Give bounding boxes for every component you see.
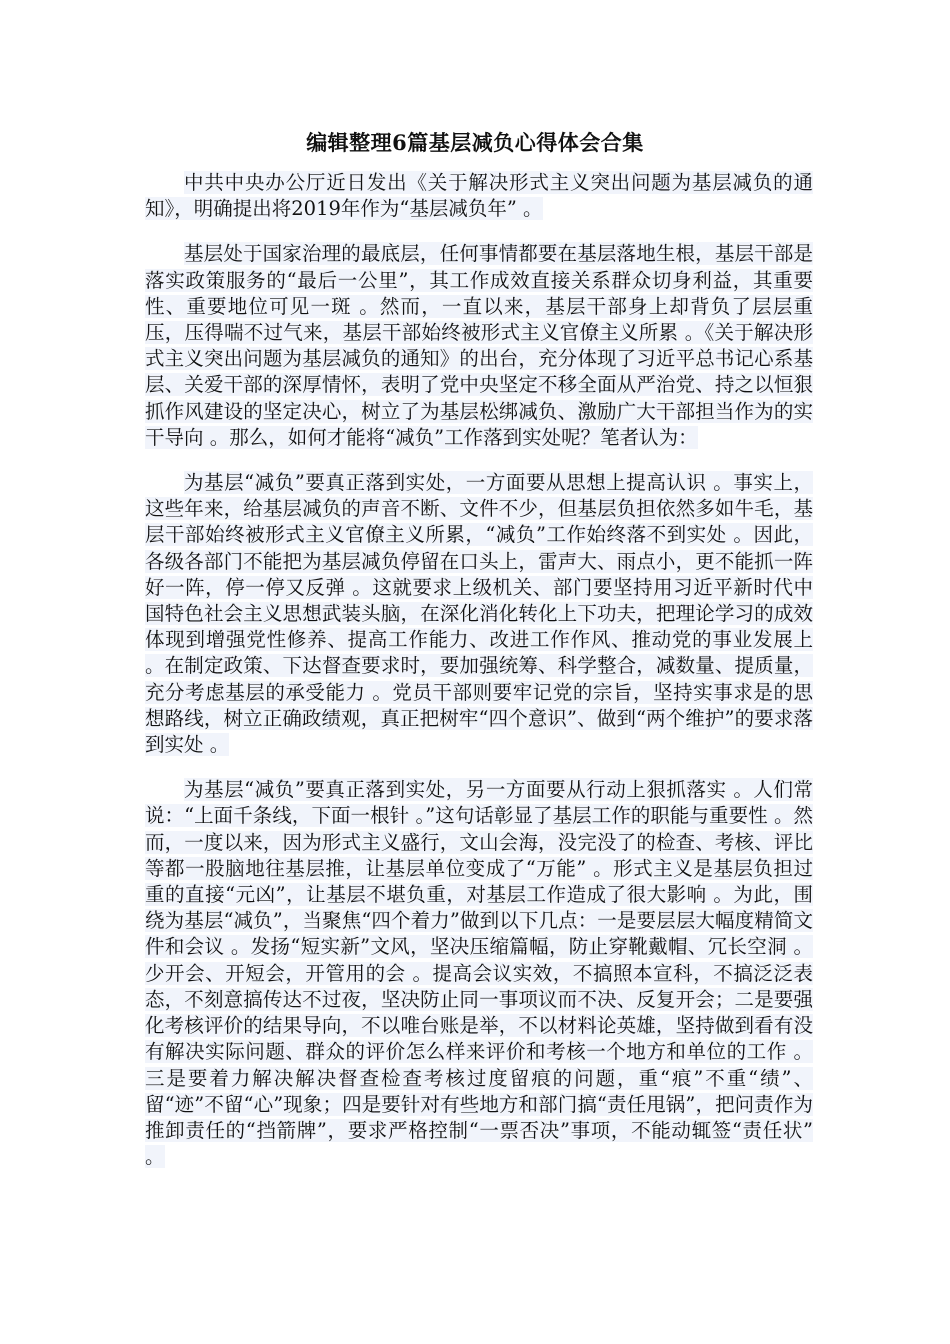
paragraph-action-text: 为基层“减负”要真正落到实处，另一方面要从行动上狠抓落实 。人们常说：“上面千条线，下面一根针 。”这句话彰显了基层工作的职能与重要性 。然而，一度以来，因为形式主义盛行，文山会海，没完没了的检查、考核、评比等都一股脑地往基层推，让基层单位变成了“万能” 。形式主义是基层负担过重的直接“元凶”，让基层不堪负重，对基层工作造成了很大影响 。为此，围绕为基层“减负”，当聚焦“四个着力”做到以下几点：一是要层层大幅度精简文件和会议 。发扬“短实新”文风，坚决压缩篇幅，防止穿靴戴帽、冗长空洞 。少开会、开短会，开管用的会 。提高会议实效，不搞照本宣科，不搞泛泛表态，不刻意搞传达不过夜，坚决防止同一事项议而不决、反复开会；二是要强化考核评价的结果导向，不以唯台账是举，不以材料论英雄，坚持做到看有没有解决实际问题、群众的评价怎么样来评价和考核一个地方和单位的工作 。三是要着力解决解决督查检查考核过度留痕的问题，重“痕”不重“绩”、留“迹”不留“心”现象；四是要针对有些地方和部门搞“责任甩锅”，把问责作为推卸责任的“挡箭牌”，要求严格控制“一票否决”事项，不能动辄签“责任状” 。 [145, 778, 813, 1169]
paragraph-intro [145, 170, 813, 222]
paragraph-thinking-text: 为基层“减负”要真正落到实处，一方面要从思想上提高认识 。事实上，这些年来，给基层减负的声音不断、文件不少，但基层负担依然多如牛毛，基层干部始终被形式主义官僚主义所累，“减负”工作始终落不到实处 。因此，各级各部门不能把为基层减负停留在口头上，雷声大、雨点小，更不能抓一阵好一阵，停一停又反弹 。这就要求上级机关、部门要坚持用习近平新时代中国特色社会主义思想武装头脑，在深化消化转化上下功夫，把理论学习的成效体现到增强党性修养、提高工作能力、改进工作作风、推动党的事业发展上 。在制定政策、下达督查要求时，要加强统筹、科学整合，减数量、提质量，充分考虑基层的承受能力 。党员干部则要牢记党的宗旨，坚持实事求是的思想路线，树立正确政绩观，真正把树牢“四个意识”、做到“两个维护”的要求落到实处 。 [145, 471, 813, 757]
document-body [145, 170, 813, 1189]
paragraph-background-text: 基层处于国家治理的最底层，任何事情都要在基层落地生根，基层干部是落实政策服务的“最后一公里”，其工作成效直接关系群众切身利益，其重要性、重要地位可见一斑 。然而，一直以来，基层干部身上却背负了层层重压，压得喘不过气来，基层干部始终被形式主义官僚主义所累 。《关于解决形式主义突出问题为基层减负的通知》的出台，充分体现了习近平总书记心系基层、关爱干部的深厚情怀，表明了党中央坚定不移全面从严治党、持之以恒狠抓作风建设的坚定决心，树立了为基层松绑减负、激励广大干部担当作为的实干导向 。那么，如何才能将“减负”工作落到实处呢？笔者认为： [145, 242, 813, 449]
paragraph-action [145, 777, 813, 1170]
paragraph-thinking [145, 470, 813, 758]
paragraph-intro-text: 中共中央办公厅近日发出《关于解决形式主义突出问题为基层减负的通知》，明确提出将2019年作为“基层减负年” 。 [145, 171, 813, 221]
paragraph-background [145, 241, 813, 451]
document-title: 编辑整理6篇基层减负心得体会合集 [306, 130, 644, 155]
